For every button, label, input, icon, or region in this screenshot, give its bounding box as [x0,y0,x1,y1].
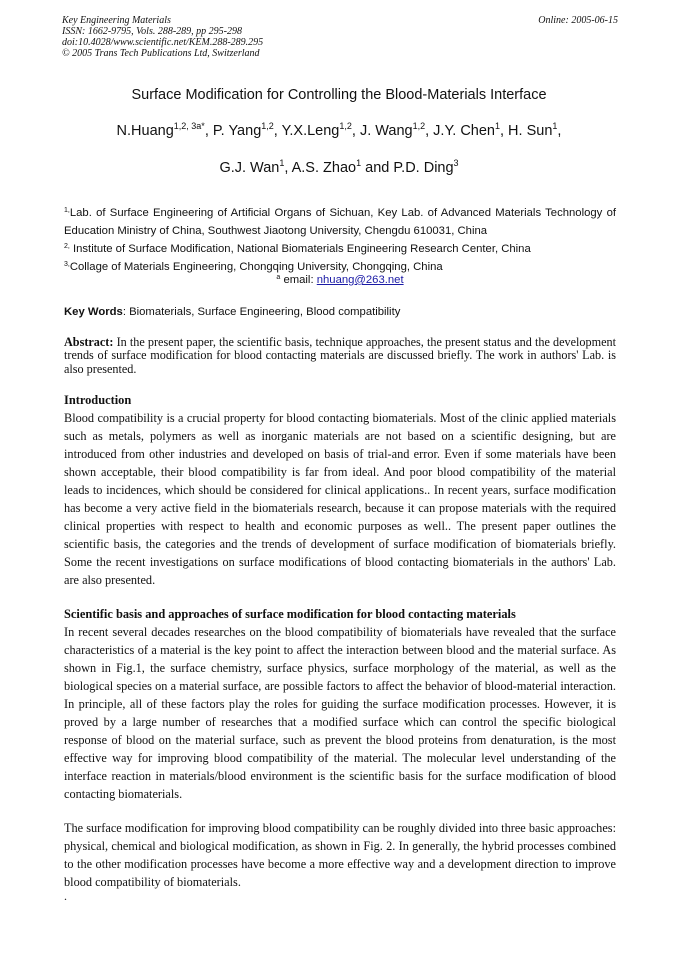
author-name: , J. Wang [351,123,413,139]
journal-name: Key Engineering Materials [62,15,171,26]
author-name: , J.Y. Chen [425,123,495,139]
affiliation-1 [64,202,616,240]
affiliation-text: Institute of Surface Modification, National Biomaterials Engineering Research Center, China [69,243,531,255]
abstract-text: In the present paper, the scientific basis, technique approaches, the present status and the development trends of surface modification for blood contacting materials are discussed briefly. The work in authors' Lab. is also presented. [64,335,616,376]
section-heading-scientific-basis: Scientific basis and approaches of surface modification for blood contacting materials [64,607,516,621]
author-name: G.J. Wan [219,160,280,176]
scientific-basis-paragraph-1: In recent several decades researches on the blood compatibility of biomaterials have revealed that the surface characteristics of a material is the key point to affect the interaction between blood and the material surface. As shown in Fig.1, the surface chemistry, surface physics, surface morphology of the material, as well as the biological species on a material surface, are possible factors to affect the behavior of blood-material interaction. In principle, all of these factors play the roles for guiding the surface modification processes. However, it is proved by a large number of researches that a modified surface which can control the specific biological response of blood on the material surface, such as prevent the blood proteins from denaturation, is the most effective way for improving blood compatibility of the material. The molecular level understanding of the interface reaction in materials/blood environment is the scientific basis for the surface modification of blood contacting biomaterials. [64,625,616,801]
author-line-1 [30,121,648,139]
doi-line: doi:10.4028/www.scientific.net/KEM.288-289.295 [62,37,264,48]
author-name: and P.D. Ding [361,160,454,176]
section-heading-introduction: Introduction [64,393,132,407]
author-name: N.Huang [116,123,174,139]
author-affil-mark: 1,2 [339,121,352,131]
author-affil-mark: 1,2, 3a* [173,121,205,131]
online-date: Online: 2005-06-15 [538,15,618,26]
affiliation-text: Lab. of Surface Engineering of Artificial Organs of Sichuan, Key Lab. of Advanced Materials Technology of Education Ministry of China, Southwest Jiaotong University, Chengdu 610031, China [64,207,616,237]
author-affil-mark: 1,2 [261,121,274,131]
keywords-text: : Biomaterials, Surface Engineering, Blood compatibility [122,306,401,318]
author-line-2 [30,158,648,176]
abstract [64,336,616,376]
stray-period: . [64,889,67,903]
author-affil-mark: 3 [453,158,459,168]
author-affil-mark: 1 [356,158,362,168]
keywords-label: Key Words [64,306,123,318]
issn-line: ISSN: 1662-9795, Vols. 288-289, pp 295-298 [62,26,242,37]
paper-title: Surface Modification for Controlling the Blood-Materials Interface [131,87,547,103]
affiliation-2 [64,238,616,258]
abstract-label: Abstract: [64,335,114,349]
author-name: , Y.X.Leng [273,123,340,139]
email-mark: a [276,274,281,281]
affiliation-mark: 1, [64,207,70,214]
email-label: email: [280,274,317,286]
author-name: , P. Yang [204,123,262,139]
author-name: , A.S. Zhao [284,160,357,176]
author-affil-mark: 1 [279,158,285,168]
scientific-basis-paragraph-2: The surface modification for improving blood compatibility can be roughly divided into three basic approaches: physical, chemical and biological modification, as shown in Fig. 2. In generally, the hybrid processes combined to the other modification processes have become a more effective way and a development direction to improve blood compatibility of biomaterials. [64,821,616,889]
introduction-paragraph: Blood compatibility is a crucial property for blood contacting biomaterials. Most of the clinic applied materials such as metals, polymers as well as inorganic materials are not based on a scientific designing, but are introduced from other industries and developed on basis of trial-and error. Even if some materials have been shown acceptable, their blood compatibility is far from ideal. And poor blood compatibility of the material leads to incidences, which should be considered for clinical applications.. In recent years, surface modification has become a very active field in the biomaterials research, because it can propose materials with the required clinical properties with respect to health and economic purposes as well.. The present paper outlines the scientific basis, the categories and the trends of development of surface modification of biomaterials briefly. Some the recent investigations on surface modifications of blood contacting biomaterials in the authors' Lab. are also presented. [64,411,616,587]
author-affil-mark: 1,2 [412,121,426,131]
email-link[interactable]: nhuang@263.net [316,274,404,286]
author-affil-mark: 1 [494,121,500,131]
author-name: , H. Sun [500,123,553,139]
keywords [64,306,616,318]
author-affil-mark: 1 [552,121,558,131]
affiliation-text: Collage of Materials Engineering, Chongqing University, Chongqing, China [69,261,443,273]
author-separator: , [557,123,562,139]
affiliation-3 [64,256,616,276]
affiliation-mark: 2, [64,243,70,250]
contact-email [64,274,616,286]
affiliation-mark: 3, [64,261,70,268]
copyright-line: © 2005 Trans Tech Publications Ltd, Switzerland [62,48,260,59]
publication-metadata [62,15,618,59]
